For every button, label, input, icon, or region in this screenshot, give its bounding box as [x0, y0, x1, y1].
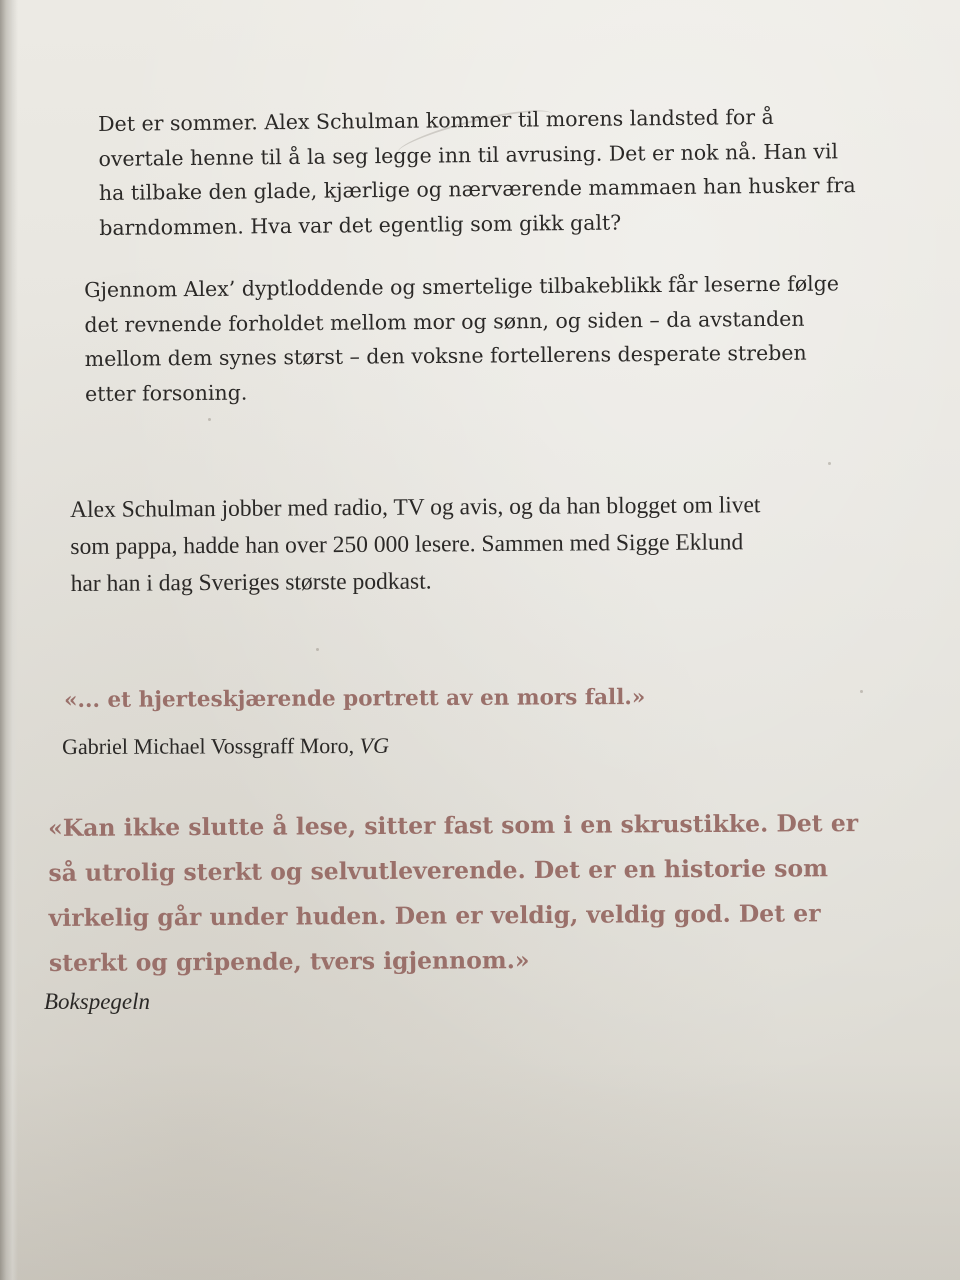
paper-speck [828, 462, 831, 465]
text-line: Gjennom Alex’ dyptloddende og smertelige tilbakeblikk får leserne følge [84, 271, 840, 302]
text-line: som pappa, hadde han over 250 000 lesere. Sammen med Sigge Eklund [70, 529, 744, 560]
quote-line: «... et hjerteskjærende portrett av en mors fall.» [64, 684, 646, 713]
text-line: det revnende forholdet mellom mor og sønn, og siden – da avstanden [84, 306, 805, 337]
text-line: Alex Schulman jobber med radio, TV og avis, og da han blogget om livet [70, 492, 761, 523]
publication-name: VG [359, 732, 389, 758]
review-attribution-2 [44, 987, 444, 1017]
text-line: overtale henne til å la seg legge inn til avrusing. Det er nok nå. Han vil [98, 138, 839, 171]
paper-shadow [0, 1060, 960, 1280]
quote-line: virkelig går under huden. Den er veldig, veldig god. Det er [48, 899, 821, 932]
review-attribution-1 [62, 730, 762, 762]
review-quote-2 [48, 801, 939, 986]
paper-speck [208, 418, 211, 421]
quote-line: sterkt og gripende, tvers igjennom.» [48, 946, 530, 977]
reviewer-name: Gabriel Michael Vossgraff Moro, [62, 732, 355, 759]
text-line: barndommen. Hva var det egentlig som gikk galt? [99, 210, 622, 240]
quote-line: «Kan ikke slutte å lese, sitter fast som i en skrustikke. Det er [48, 809, 859, 842]
quote-line: så utrolig sterkt og selvutleverende. Det er en historie som [48, 854, 829, 887]
review-quote-1 [64, 681, 924, 716]
text-line: mellom dem synes størst – den voksne fortellerens desperate streben [84, 340, 807, 371]
text-line: Det er sommer. Alex Schulman kommer til morens landsted for å [98, 104, 774, 136]
publication-name: Bokspegeln [44, 989, 151, 1014]
text-line: etter forsoning. [84, 380, 248, 406]
paper-speck [316, 648, 319, 651]
author-bio [70, 486, 931, 603]
text-line: har han i dag Sveriges største podkast. [70, 568, 432, 597]
text-line: ha tilbake den glade, kjærlige og nærværende mammaen han husker fra [98, 173, 856, 205]
blurb-paragraph-2 [84, 266, 905, 411]
blurb-paragraph-1 [98, 99, 899, 245]
